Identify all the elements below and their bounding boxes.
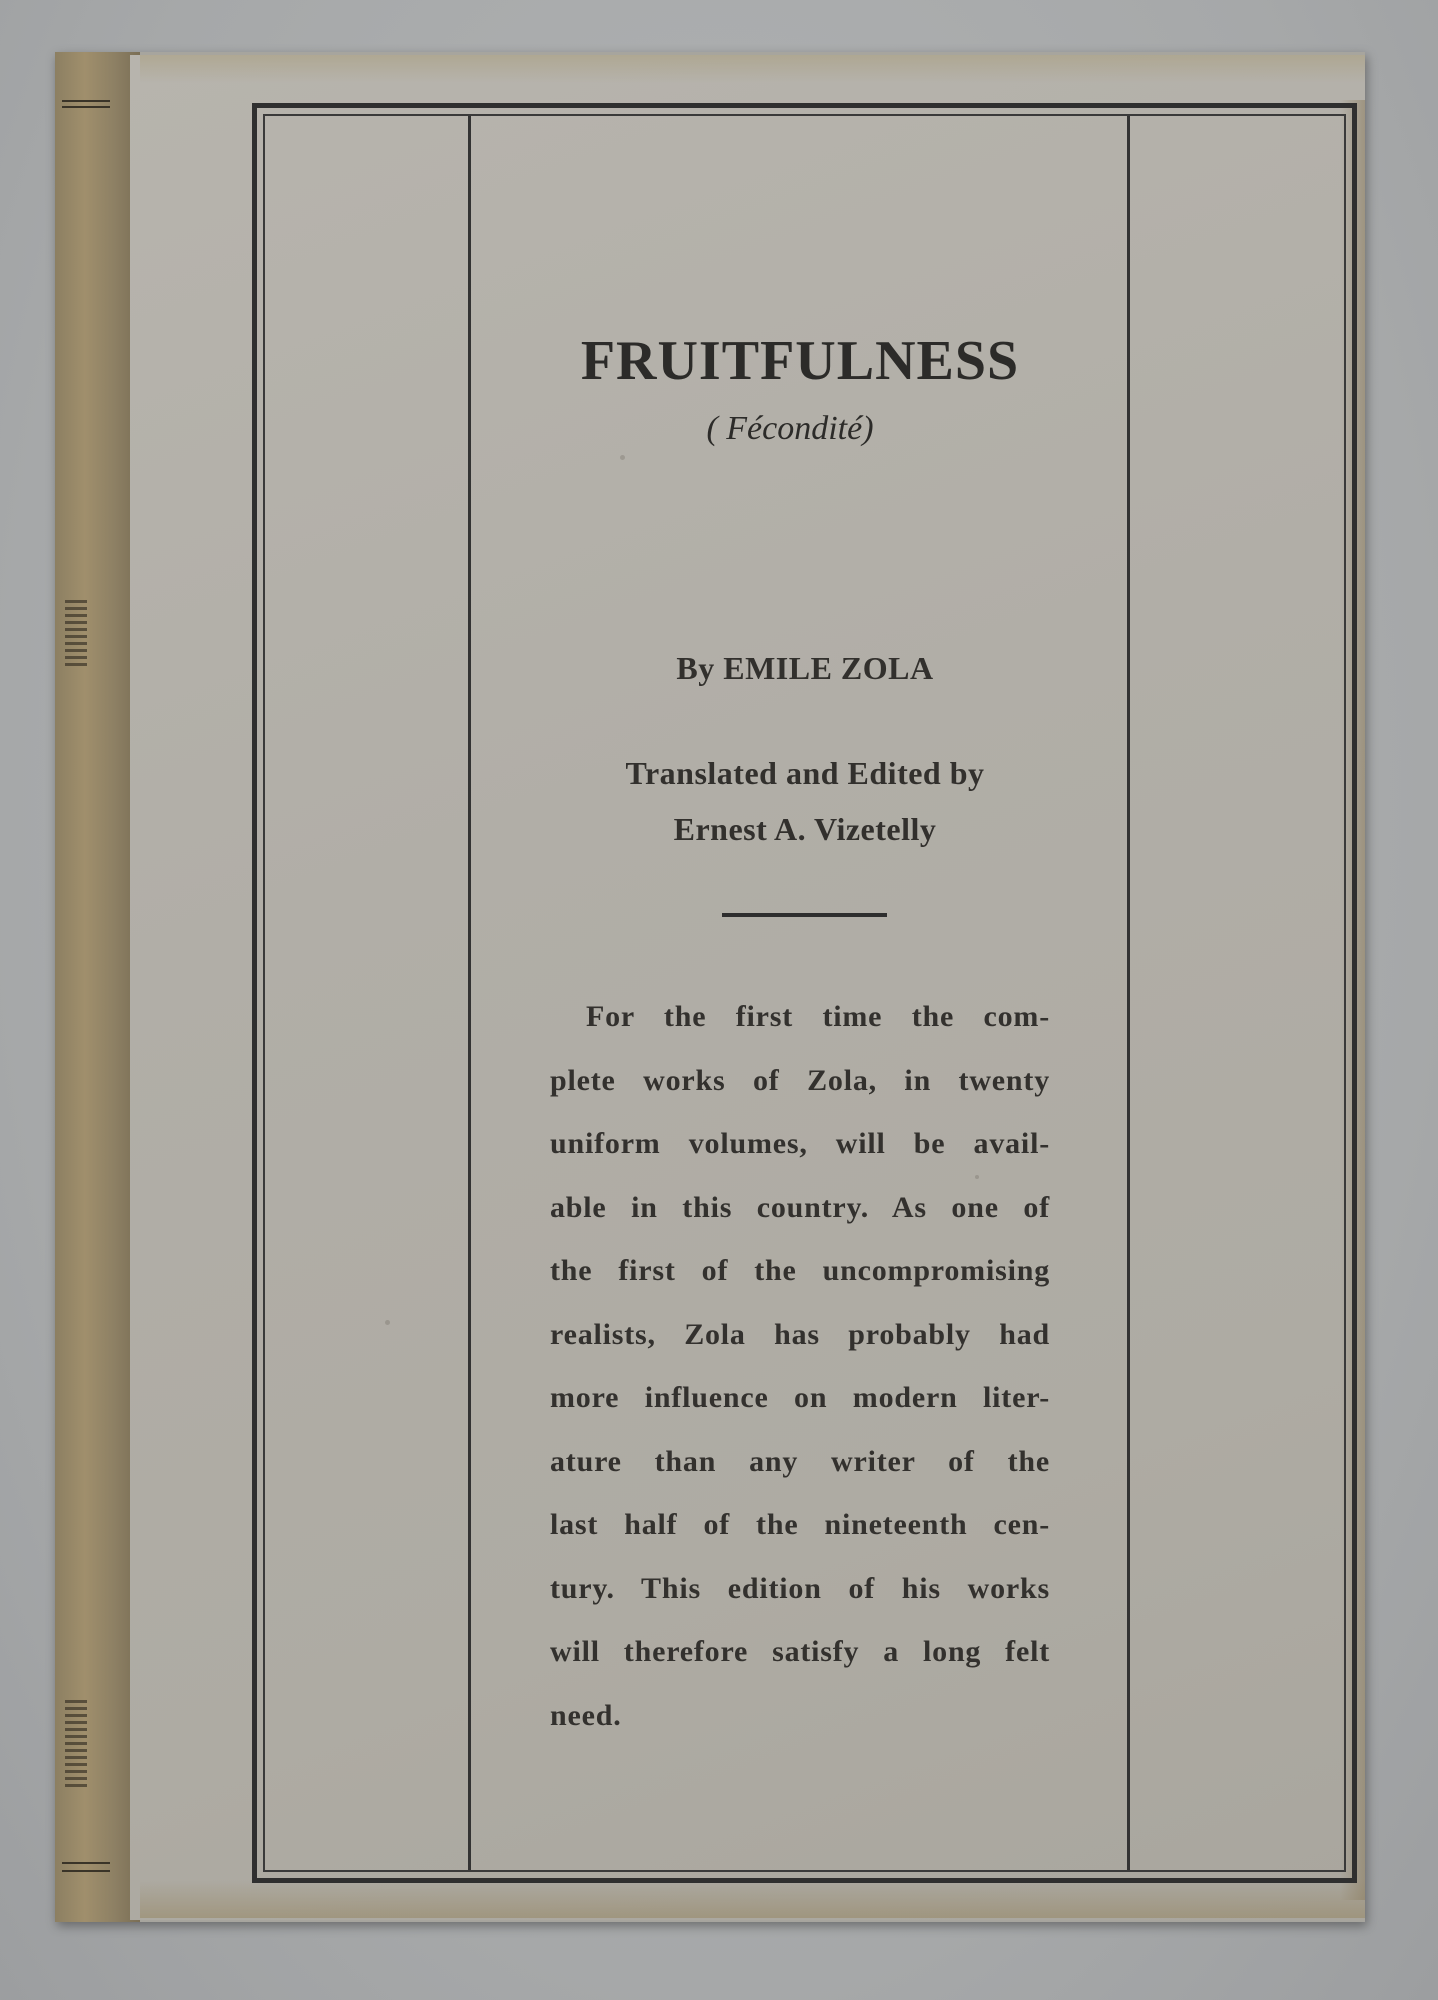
book-subtitle: ( Fécondité)	[706, 410, 874, 447]
blurb-line: ature than any writer of the	[550, 1444, 1050, 1478]
blurb-line: able in this country. As one of	[550, 1190, 1050, 1224]
blurb-line: will therefore satisfy a long felt	[550, 1635, 1050, 1668]
translator-credit	[480, 745, 1130, 857]
blurb-line: the first of the uncompromising	[550, 1254, 1050, 1287]
spine-bottom-rule-2	[62, 1870, 110, 1872]
blurb-line: last half of the nineteenth cen-	[550, 1508, 1050, 1541]
top-edge-wear	[140, 55, 1365, 83]
spine-bottom-rule	[62, 1862, 110, 1864]
blurb-line: need.	[550, 1698, 622, 1732]
spine-title-lettering	[65, 600, 87, 670]
right-column-rule	[1127, 116, 1130, 1870]
translator-credit-line-1: Translated and Edited by	[625, 755, 985, 791]
spine-top-rule-2	[62, 106, 110, 108]
translator-name: Ernest A. Vizetelly	[673, 811, 937, 847]
blurb-line: tury. This edition of his works	[550, 1571, 1050, 1605]
author-byline: By EMILE ZOLA	[676, 650, 934, 686]
blurb-text	[550, 985, 1050, 1747]
blurb-line: more influence on modern liter-	[550, 1381, 1050, 1414]
blurb-line: plete works of Zola, in twenty	[550, 1063, 1050, 1097]
blurb-line: realists, Zola has probably had	[550, 1317, 1050, 1351]
blurb-line: For the first time the com-	[586, 1000, 1050, 1033]
book-title: FRUITFULNESS	[580, 330, 1020, 392]
spine-publisher-lettering	[65, 1700, 87, 1790]
section-divider	[722, 913, 887, 917]
left-column-rule	[468, 116, 471, 1870]
blurb-line: uniform volumes, will be avail-	[550, 1127, 1050, 1160]
spine-flap	[55, 52, 140, 1922]
bottom-edge-wear	[140, 1880, 1365, 1918]
spine-top-rule	[62, 100, 110, 102]
